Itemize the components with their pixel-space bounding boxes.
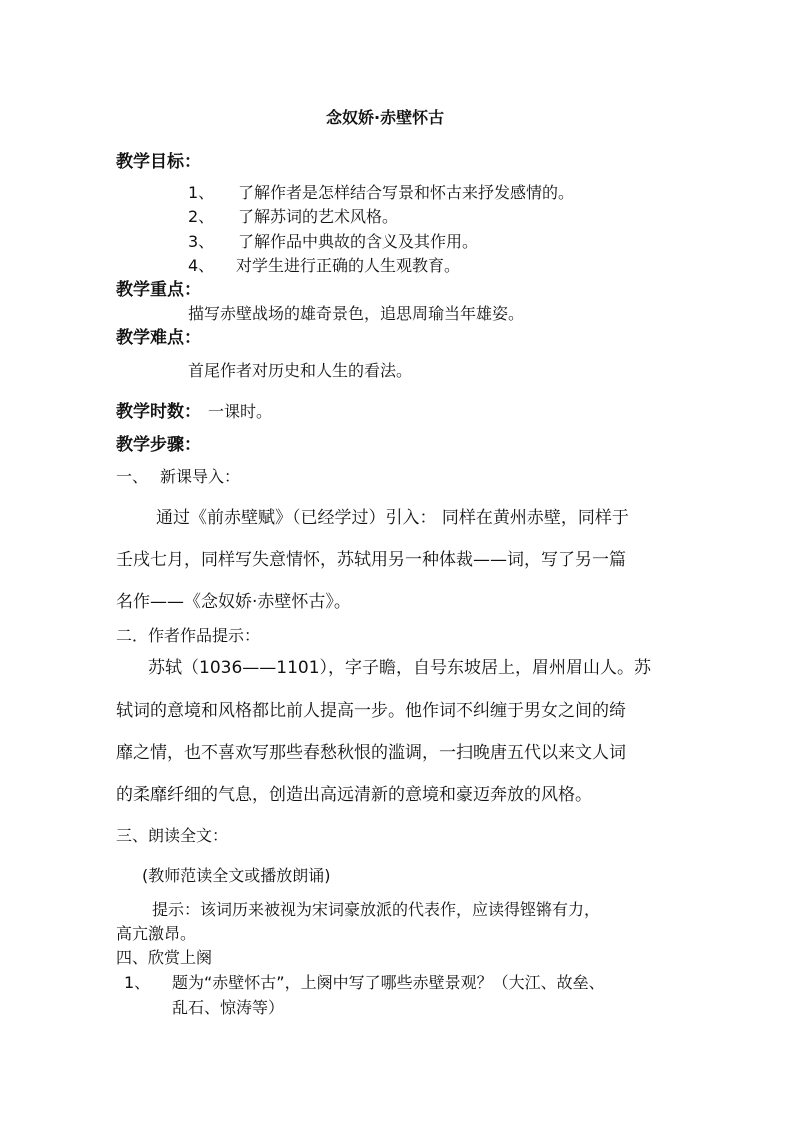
section4-item-num: 1、 <box>124 973 151 992</box>
page-title: 念奴娇·赤壁怀古 <box>326 108 445 127</box>
section3-tip-line-2: 高亢激昂。 <box>116 924 197 943</box>
section4-item-line-2: 乱石、惊涛等） <box>172 998 285 1017</box>
section1-line-3: 名作——《念奴娇·赤壁怀古》。 <box>116 592 351 612</box>
section4-item-line-1: 题为“赤壁怀古”，上阕中写了哪些赤壁景观？（大江、故垒、 <box>172 973 605 992</box>
objective-text-4: 对学生进行正确的人生观教育。 <box>236 256 461 275</box>
steps-heading: 教学步骤： <box>116 435 201 455</box>
section3-tip-line-1: 提示：该词历来被视为宋词豪放派的代表作，应读得铿锵有力， <box>152 900 601 919</box>
key-point-heading: 教学重点： <box>116 280 201 300</box>
objective-text-1: 了解作者是怎样结合写景和怀古来抒发感情的。 <box>238 183 575 202</box>
section2-heading: 二．作者作品提示： <box>116 626 261 645</box>
section3-heading: 三、朗读全文： <box>116 826 229 845</box>
section2-line-3: 靡之情，也不喜欢写那些春愁秋恨的滥调，一扫晚唐五代以来文人词 <box>116 743 626 763</box>
section2-line-1: 苏轼（1036——1101），字子瞻，自号东坡居上，眉州眉山人。苏 <box>148 658 652 678</box>
section2-line-2: 轼词的意境和风格都比前人提高一步。他作词不纠缠于男女之间的绮 <box>116 701 626 721</box>
section2-line-4: 的柔靡纤细的气息，创造出高远清新的意境和豪迈奔放的风格。 <box>116 785 592 805</box>
objective-num-4: 4、 <box>188 256 215 275</box>
key-point-text: 描写赤壁战场的雄奇景色，追思周瑜当年雄姿。 <box>188 304 525 323</box>
objective-text-2: 了解苏词的艺术风格。 <box>238 207 399 226</box>
section4-heading: 四、欣赏上阕 <box>116 948 213 967</box>
objectives-heading: 教学目标： <box>116 152 201 172</box>
section1-num: 一、 <box>116 467 149 486</box>
difficulty-text: 首尾作者对历史和人生的看法。 <box>188 361 413 380</box>
hours-heading: 教学时数： <box>116 402 201 422</box>
difficulty-heading: 教学难点： <box>116 328 201 348</box>
objective-text-3: 了解作品中典故的含义及其作用。 <box>238 232 479 251</box>
section1-line-1: 通过《前赤壁赋》（已经学过）引入： 同样在黄州赤壁，同样于 <box>156 508 629 528</box>
objective-num-2: 2、 <box>188 207 215 226</box>
objective-num-3: 3、 <box>188 232 215 251</box>
section3-note: (教师范读全文或播放朗诵) <box>142 866 331 885</box>
section1-heading: 新课导入： <box>160 467 241 486</box>
section1-line-2: 壬戌七月，同样写失意情怀，苏轼用另一种体裁——词，写了另一篇 <box>116 550 626 570</box>
objective-num-1: 1、 <box>188 183 215 202</box>
hours-text: 一课时。 <box>208 402 273 421</box>
